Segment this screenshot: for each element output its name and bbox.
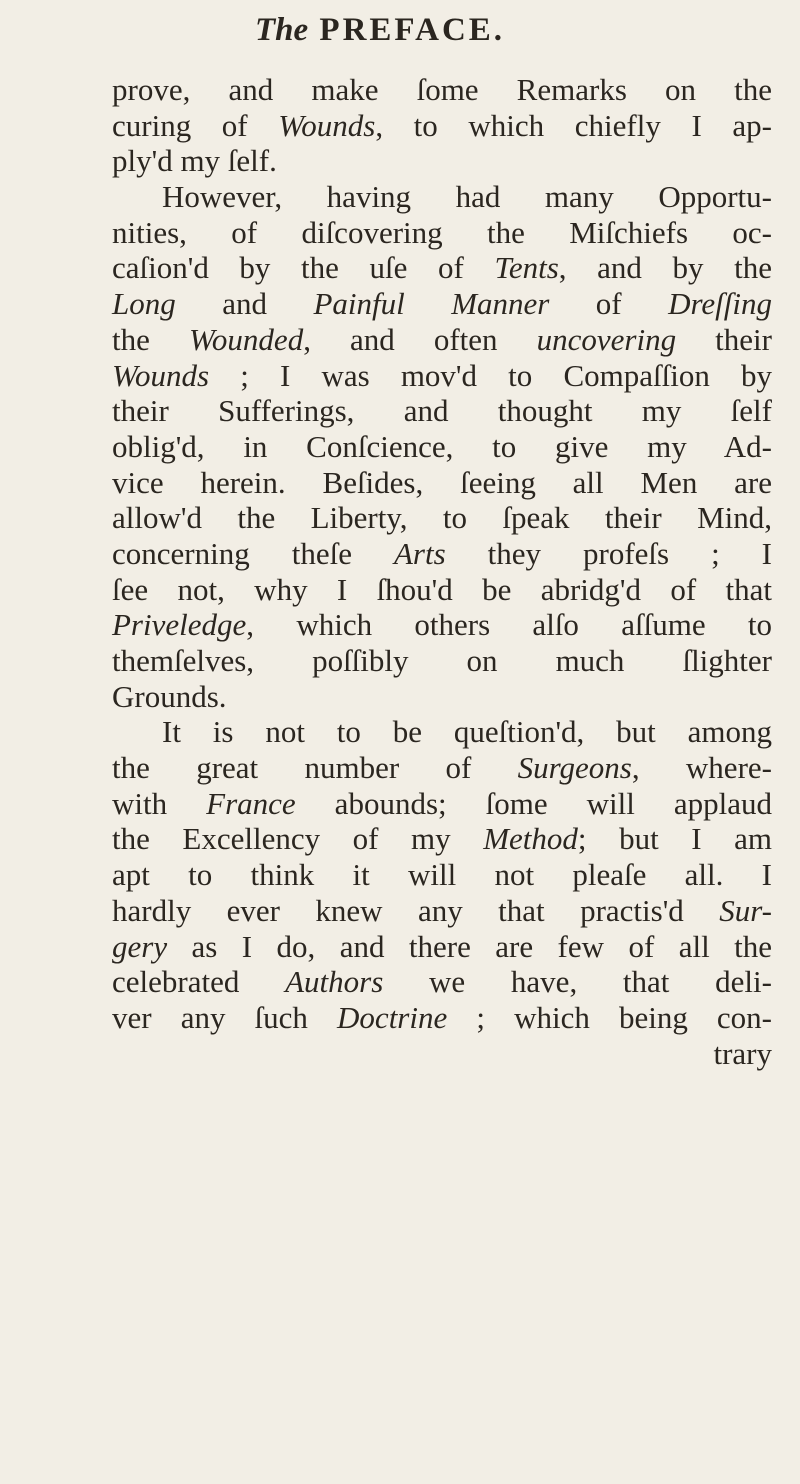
text-segment: apt to think it will not pleaſe all. I	[112, 857, 772, 893]
text-line	[112, 72, 772, 108]
italic-text: Doctrine	[337, 999, 448, 1035]
text-line	[112, 108, 772, 144]
header-the: The	[255, 12, 309, 48]
text-line	[112, 607, 772, 643]
text-line	[112, 572, 772, 608]
text-segment: nities, of diſcovering the Miſchiefs oc-	[112, 214, 772, 250]
italic-text: Dreſſing	[668, 286, 773, 322]
text-segment: as I do, and there are few of all the	[167, 928, 772, 964]
text-segment: we have, that deli-	[383, 964, 772, 1000]
italic-text: Wounds	[112, 357, 210, 393]
text-segment: ply'd my ſelf.	[112, 143, 277, 179]
text-segment: allow'd the Liberty, to ſpeak their Mind,	[112, 500, 772, 536]
text-segment: ; which being con-	[447, 999, 773, 1035]
text-line	[112, 964, 772, 1000]
text-line	[112, 393, 772, 429]
text-segment: , to which chiefly I ap-	[375, 107, 772, 143]
text-line	[112, 536, 772, 572]
italic-text: Wounded	[188, 321, 304, 357]
text-segment: prove, and make ſome Remarks on the	[112, 72, 772, 107]
text-segment: themſelves, poſſibly on much ſlighter	[112, 643, 772, 678]
text-line	[112, 358, 772, 394]
text-segment: oblig'd, in Conſcience, to give my Ad-	[112, 428, 772, 464]
text-line	[112, 929, 772, 965]
text-line	[112, 643, 772, 679]
text-line	[112, 250, 772, 286]
italic-text: Arts	[393, 535, 446, 571]
text-line	[112, 679, 772, 715]
text-segment: , and by the	[558, 250, 772, 286]
text-line	[112, 179, 772, 215]
italic-text: gery	[112, 928, 168, 964]
text-segment: of	[549, 286, 669, 322]
text-segment: vice herein. Beſides, ſeeing all Men are	[112, 464, 772, 500]
text-segment: Grounds.	[112, 678, 227, 714]
italic-text: Long	[112, 286, 176, 322]
catchword	[112, 1036, 772, 1072]
text-segment: , and often	[303, 321, 537, 357]
italic-text: uncovering	[536, 321, 677, 357]
header-title: PREFACE.	[319, 12, 506, 48]
text-line	[112, 786, 772, 822]
text-segment: trary	[713, 1035, 772, 1071]
text-segment: hardly ever knew any that practis'd	[112, 892, 720, 928]
text-line	[112, 714, 772, 750]
running-header	[255, 12, 505, 49]
text-line	[112, 893, 772, 929]
text-segment: curing of	[112, 107, 279, 143]
text-segment: and	[175, 286, 314, 322]
text-segment: their	[676, 321, 772, 357]
text-segment: the	[112, 321, 189, 357]
text-line	[112, 143, 772, 179]
text-segment: with	[112, 785, 207, 821]
italic-text: Priveledge	[112, 607, 247, 643]
text-line	[112, 750, 772, 786]
text-segment: they profeſs ; I	[445, 535, 772, 571]
italic-text: Method	[483, 821, 578, 857]
text-segment: ; I was mov'd to Compaſſion by	[209, 357, 772, 393]
text-segment: abounds; ſome will applaud	[295, 785, 772, 821]
italic-text: Wounds	[278, 107, 376, 143]
body-text	[112, 72, 772, 1071]
italic-text: Tents	[494, 250, 559, 286]
italic-text: Sur-	[719, 892, 772, 928]
text-segment: , which others alſo aſſume to	[246, 607, 772, 643]
italic-text: Authors	[285, 964, 384, 1000]
text-segment: concerning theſe	[112, 535, 394, 571]
text-segment: celebrated	[112, 964, 286, 1000]
text-segment: the Excellency of my	[112, 821, 484, 857]
text-segment: the great number of	[112, 750, 518, 786]
text-line	[112, 821, 772, 857]
text-line	[112, 322, 772, 358]
text-segment: It is not to be queſtion'd, but among	[162, 714, 772, 750]
italic-text: Painful Manner	[313, 286, 550, 322]
text-line	[112, 857, 772, 893]
text-line	[112, 286, 772, 322]
text-segment: ver any ſuch	[112, 999, 338, 1035]
text-line	[112, 429, 772, 465]
text-line	[112, 500, 772, 536]
text-segment: ſee not, why I ſhou'd be abridg'd of that	[112, 571, 772, 607]
text-line	[112, 465, 772, 501]
text-line	[112, 215, 772, 251]
text-line	[112, 1000, 772, 1036]
text-segment: , where-	[631, 750, 772, 786]
italic-text: France	[206, 785, 296, 821]
text-segment: caſion'd by the uſe of	[112, 250, 495, 286]
text-segment: However, having had many Opportu-	[162, 179, 772, 215]
text-segment: ; but I am	[577, 821, 772, 857]
italic-text: Surgeons	[517, 750, 632, 786]
text-segment: their Sufferings, and thought my ſelf	[112, 393, 772, 429]
